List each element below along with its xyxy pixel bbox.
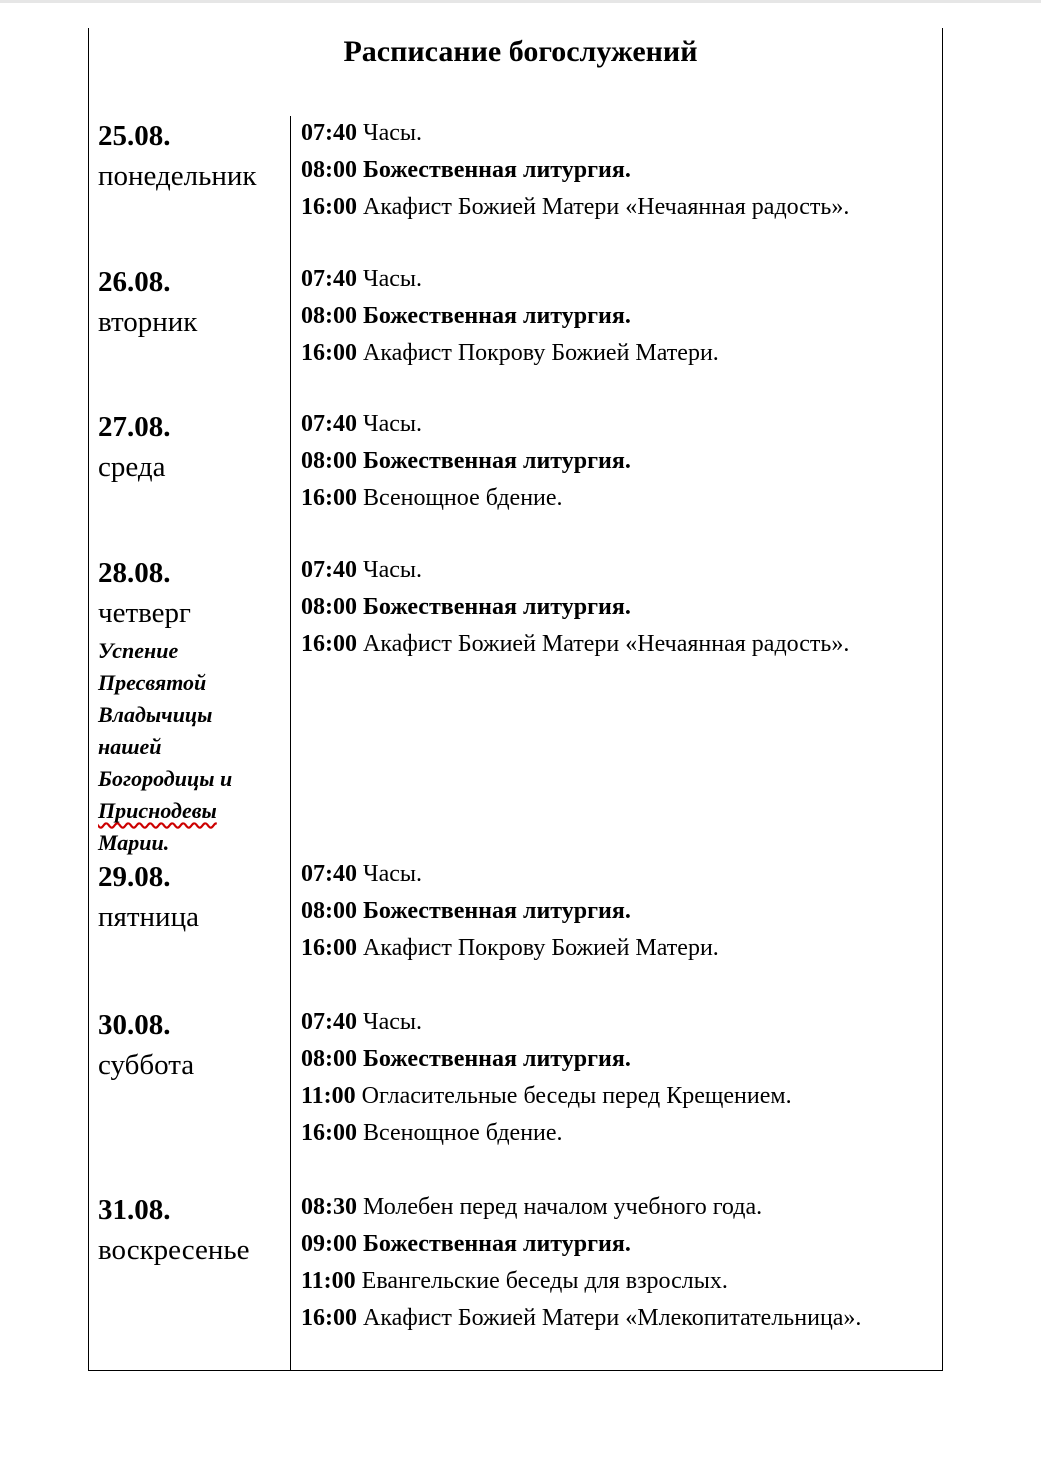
service-name: Часы. [363,1009,423,1035]
service-name: Огласительные беседы перед Крещением. [361,1083,792,1109]
service-time: 08:30 [301,1194,357,1220]
service-entry [301,335,941,372]
service-entry [301,261,941,298]
service-time: 16:00 [301,1305,357,1331]
date-cell [98,1189,288,1270]
service-name: Акафист Покрову Божией Матери. [363,935,719,961]
service-entry [301,893,941,930]
page-top-edge [0,0,1041,3]
feast-line: Марии. [98,830,170,855]
events-cell [301,856,941,967]
service-entry [301,626,941,663]
date-cell [98,856,288,937]
service-time: 11:00 [301,1268,356,1294]
feast-line: нашей [98,734,162,759]
day-date: 26.08. [98,266,171,298]
service-entry [301,1078,941,1115]
service-name: Всенощное бдение. [363,1120,563,1146]
service-time: 08:00 [301,157,357,183]
service-entry [301,480,941,517]
service-time: 07:40 [301,557,357,583]
service-entry [301,1004,941,1041]
events-cell [301,261,941,372]
service-time: 08:00 [301,303,357,329]
service-entry [301,298,941,335]
day-weekday: среда [98,451,166,483]
service-time: 07:40 [301,1009,357,1035]
service-time: 09:00 [301,1231,357,1257]
service-time: 16:00 [301,194,357,220]
service-entry [301,406,941,443]
events-cell [301,552,941,663]
events-cell [301,115,941,226]
day-weekday: четверг [98,597,191,629]
service-entry [301,1115,941,1152]
service-time: 07:40 [301,411,357,437]
service-entry [301,443,941,480]
service-entry [301,1041,941,1078]
service-entry [301,1263,941,1300]
service-name: Часы. [363,861,423,887]
events-cell [301,1189,941,1337]
column-divider [290,116,291,1371]
service-name: Часы. [363,120,423,146]
service-name: Акафист Божией Матери «Нечаянная радость». [363,194,850,220]
service-name: Божественная литургия. [363,157,631,183]
service-entry [301,930,941,967]
service-name: Молебен перед началом учебного года. [363,1194,763,1220]
day-weekday: понедельник [98,160,257,192]
service-time: 08:00 [301,898,357,924]
date-cell [98,115,288,196]
service-entry [301,189,941,226]
service-name: Акафист Божией Матери «Млекопитательница». [363,1305,862,1331]
service-time: 16:00 [301,935,357,961]
day-date: 30.08. [98,1009,171,1041]
service-time: 16:00 [301,340,357,366]
service-name: Часы. [363,411,423,437]
day-date: 25.08. [98,120,171,152]
day-date: 27.08. [98,411,171,443]
service-name: Евангельские беседы для взрослых. [361,1268,728,1294]
date-cell [98,552,288,859]
service-name: Божественная литургия. [363,1231,631,1257]
service-name: Всенощное бдение. [363,485,563,511]
date-cell [98,261,288,342]
service-entry [301,152,941,189]
service-entry [301,589,941,626]
events-cell [301,1004,941,1152]
service-time: 16:00 [301,631,357,657]
service-name: Божественная литургия. [363,898,631,924]
service-time: 08:00 [301,594,357,620]
day-weekday: воскресенье [98,1234,250,1266]
feast-line: Владычицы [98,702,213,727]
feast-line: Пресвятой [98,670,207,695]
service-time: 08:00 [301,448,357,474]
service-time: 08:00 [301,1046,357,1072]
events-cell [301,406,941,517]
date-cell [98,406,288,487]
day-date: 28.08. [98,557,171,589]
service-entry [301,115,941,152]
service-entry [301,552,941,589]
day-weekday: суббота [98,1049,195,1081]
service-name: Божественная литургия. [363,594,631,620]
service-time: 07:40 [301,120,357,146]
day-date: 31.08. [98,1194,171,1226]
service-name: Часы. [363,266,423,292]
service-name: Акафист Покрову Божией Матери. [363,340,719,366]
day-date: 29.08. [98,861,171,893]
service-time: 07:40 [301,266,357,292]
day-weekday: пятница [98,901,199,933]
service-name: Божественная литургия. [363,303,631,329]
service-name: Божественная литургия. [363,448,631,474]
service-time: 07:40 [301,861,357,887]
service-entry [301,1226,941,1263]
feast-line: Успение [98,638,179,663]
service-name: Божественная литургия. [363,1046,631,1072]
service-entry [301,856,941,893]
date-cell [98,1004,288,1085]
service-name: Акафист Божией Матери «Нечаянная радость». [363,631,850,657]
service-time: 16:00 [301,485,357,511]
page-title: Расписание богослужений [343,35,698,68]
feast-title [98,635,288,859]
day-weekday: вторник [98,306,198,338]
service-time: 11:00 [301,1083,356,1109]
feast-line [98,795,288,827]
service-entry [301,1189,941,1226]
service-entry [301,1300,941,1337]
spellcheck-underlined-word: Приснодевы [98,798,217,823]
service-time: 16:00 [301,1120,357,1146]
feast-line: Богородицы и [98,766,233,791]
service-name: Часы. [363,557,423,583]
